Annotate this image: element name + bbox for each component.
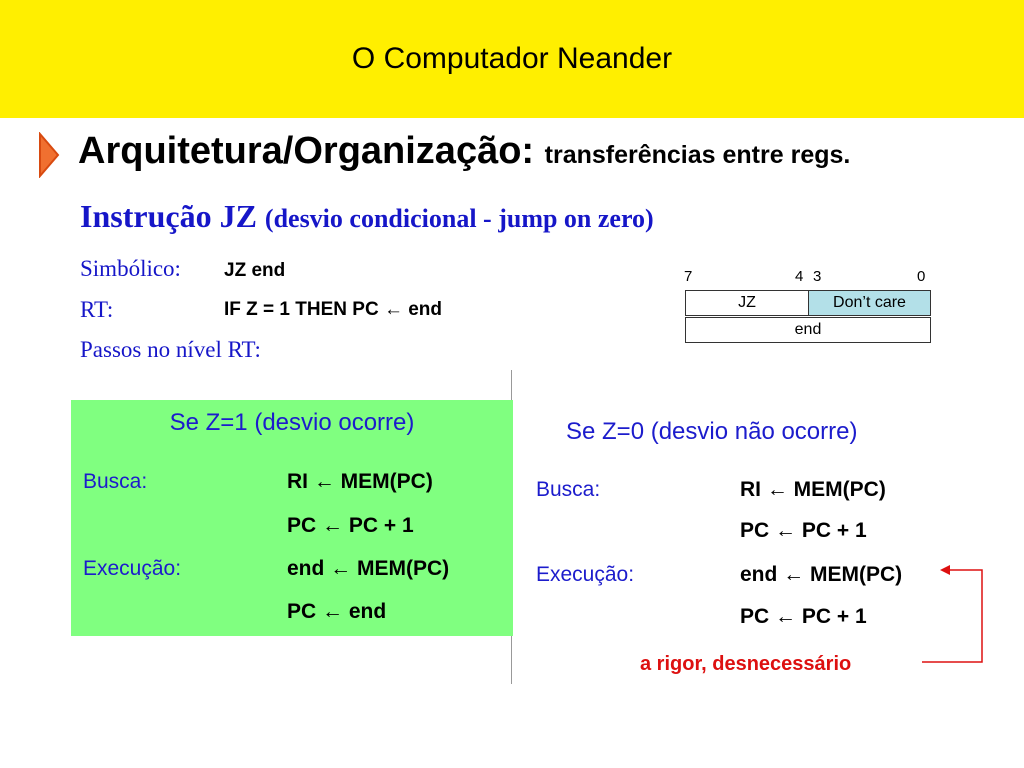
rt-value: IF Z = 1 THEN PC ← end bbox=[224, 299, 442, 320]
bit-label-0: 0 bbox=[917, 268, 926, 285]
symbolic-value: JZ end bbox=[224, 260, 286, 281]
case-not-taken-line-2: PC ← PC + 1 bbox=[740, 519, 867, 542]
instruction-description: (desvio condicional - jump on zero) bbox=[264, 204, 654, 233]
connector-arrow-icon bbox=[940, 565, 950, 575]
slide-title: O Computador Neander bbox=[351, 42, 673, 75]
bit-label-4: 4 bbox=[795, 268, 804, 285]
case-not-taken-exec-label: Execução: bbox=[536, 563, 635, 586]
case-not-taken-line-4: PC ← PC + 1 bbox=[740, 605, 867, 628]
format-dont-care-field: Don’t care bbox=[808, 290, 931, 316]
bit-label-7: 7 bbox=[684, 268, 693, 285]
case-taken-exec-label: Execução: bbox=[83, 557, 182, 580]
case-taken-line-1: RI ← MEM(PC) bbox=[287, 470, 433, 493]
case-taken-line-2: PC ← PC + 1 bbox=[287, 514, 414, 537]
case-not-taken-fetch-label: Busca: bbox=[536, 478, 601, 501]
format-operand-field: end bbox=[685, 317, 931, 343]
instruction-name: Instrução JZ bbox=[80, 198, 257, 234]
case-taken-line-4: PC ← end bbox=[287, 600, 387, 623]
steps-label: Passos no nível RT: bbox=[80, 337, 261, 362]
case-taken-title: Se Z=1 (desvio ocorre) bbox=[169, 409, 415, 436]
case-not-taken-line-1: RI ← MEM(PC) bbox=[740, 478, 886, 501]
rt-label: RT: bbox=[80, 297, 114, 322]
annotation-note: a rigor, desnecessário bbox=[640, 653, 852, 675]
section-heading-sub: transferências entre regs. bbox=[544, 141, 851, 169]
format-opcode-field: JZ bbox=[685, 290, 809, 316]
case-not-taken-line-3: end ← MEM(PC) bbox=[740, 563, 903, 586]
case-taken-line-3: end ← MEM(PC) bbox=[287, 557, 450, 580]
bit-label-3: 3 bbox=[813, 268, 822, 285]
symbolic-label: Simbólico: bbox=[80, 256, 181, 281]
section-heading-main: Arquitetura/Organização: bbox=[78, 130, 535, 172]
case-taken-fetch-label: Busca: bbox=[83, 470, 148, 493]
case-not-taken-title: Se Z=0 (desvio não ocorre) bbox=[566, 418, 858, 445]
